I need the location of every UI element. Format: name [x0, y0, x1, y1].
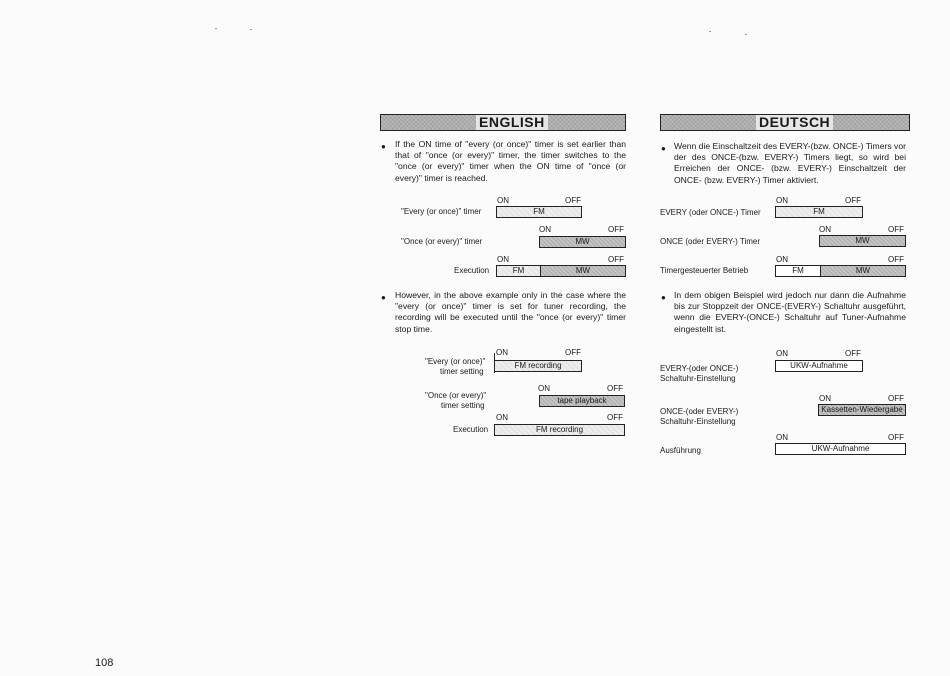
off-label: OFF	[845, 196, 861, 205]
row-label-every-setting: "Every (or once)"	[425, 357, 486, 366]
on-label: ON	[776, 433, 788, 442]
row-label-execution: Execution	[453, 425, 489, 434]
row-label-execution: Ausführung	[660, 446, 701, 455]
once-timer-bar	[539, 236, 626, 248]
bullet-icon: ●	[381, 142, 386, 151]
on-label: ON	[776, 349, 788, 358]
bullet-icon: ●	[661, 144, 666, 153]
off-label: OFF	[888, 433, 904, 442]
every-timer-bar	[496, 206, 582, 218]
row-label-every-setting-sub: Schaltuhr-Einstellung	[660, 374, 736, 383]
off-label: OFF	[607, 384, 623, 393]
mw-segment-label: MW	[855, 236, 870, 245]
on-label: ON	[776, 255, 788, 264]
mw-segment-label: MW	[575, 237, 590, 246]
row-label-timer-operation: Timergesteuerter Betrieb	[660, 266, 749, 275]
row-label-once-setting: ONCE-(oder EVERY-)	[660, 407, 739, 416]
off-label: OFF	[565, 196, 581, 205]
english-paragraph-2: However, in the above example only in the case where the "every (or once)" timer is set for tuner recording, the recording will be executed until the "once (or every)" timer stop time.	[395, 290, 626, 334]
bullet-icon: ●	[661, 293, 666, 302]
on-label: ON	[538, 384, 550, 393]
fm-recording-bar	[494, 360, 582, 372]
fm-segment-label: FM	[533, 207, 545, 216]
scan-speck	[709, 31, 711, 32]
english-heading-bar	[380, 114, 626, 131]
row-label-every-timer: EVERY (oder ONCE-) Timer	[660, 208, 761, 217]
off-label: OFF	[888, 394, 904, 403]
scan-speck	[745, 34, 747, 35]
row-label-once-timer: "Once (or every)" timer	[401, 237, 483, 246]
scan-speck	[215, 28, 217, 29]
fm-segment-label: FM	[813, 207, 825, 216]
on-label: ON	[497, 255, 509, 264]
off-label: OFF	[888, 225, 904, 234]
row-label-every-setting-sub: timer setting	[440, 367, 484, 376]
row-label-once-setting-sub: timer setting	[441, 401, 485, 410]
tape-playback-label: tape playback	[557, 396, 607, 405]
deutsch-paragraph-2: In dem obigen Beispiel wird jedoch nur dann die Aufnahme bis zur Stoppzeit der ONCE-(EVERY-) Schaltuhr ausgeführt, wenn die EVERY-(ONCE-) Schaltuhr auf Tuner-Aufnahme eingestellt ist.	[674, 290, 906, 334]
mw-segment-label: MW	[820, 266, 905, 276]
fm-segment-label: FM	[497, 266, 540, 276]
cassette-playback-label: Kassetten-Wiedergabe	[821, 405, 903, 414]
row-label-every-setting: EVERY-(oder ONCE-)	[660, 364, 739, 373]
deutsch-heading: DEUTSCH	[756, 115, 833, 130]
deutsch-heading-bar	[660, 114, 910, 131]
ukw-recording-label: UKW-Aufnahme	[811, 444, 870, 453]
off-label: OFF	[607, 413, 623, 422]
row-label-once-setting-sub: Schaltuhr-Einstellung	[660, 417, 736, 426]
execution-recording-bar	[494, 424, 625, 436]
deutsch-paragraph-1: Wenn die Einschaltzeit des EVERY-(bzw. ONCE-) Timers vor der des ONCE-(bzw. EVERY-) Timers liegt, so wird bei Erreichen der ONCE- (bzw. EVERY-) Einschaltzeit der ONCE- (bzw. EVERY-) Timer aktiviert.	[674, 141, 906, 185]
scan-speck	[250, 29, 252, 30]
fm-recording-label: FM recording	[514, 361, 562, 370]
once-timer-bar	[819, 235, 906, 247]
bullet-icon: ●	[381, 293, 386, 302]
on-label: ON	[497, 196, 509, 205]
page-number: 108	[95, 657, 114, 669]
row-label-execution: Execution	[454, 266, 490, 275]
row-label-once-timer: ONCE (oder EVERY-) Timer	[660, 237, 761, 246]
off-label: OFF	[608, 225, 624, 234]
mw-segment-label: MW	[540, 266, 625, 276]
every-timer-bar	[775, 206, 863, 218]
on-label: ON	[539, 225, 551, 234]
execution-bar	[496, 265, 626, 277]
execution-bar	[775, 265, 906, 277]
off-label: OFF	[565, 348, 581, 357]
on-label: ON	[819, 225, 831, 234]
off-label: OFF	[888, 255, 904, 264]
english-paragraph-1: If the ON time of "every (or once)" timer is set earlier than that of "once (or every)" timer, the timer switches to the "once (or every)" timer when the ON time of "once (or every)" timer is reached.	[395, 139, 626, 183]
row-label-every-timer: "Every (or once)" timer	[401, 207, 482, 216]
off-label: OFF	[845, 349, 861, 358]
on-label: ON	[496, 348, 508, 357]
fm-segment-label: FM	[792, 266, 804, 275]
on-label: ON	[776, 196, 788, 205]
tape-playback-bar	[539, 395, 625, 407]
ukw-recording-label: UKW-Aufnahme	[790, 361, 848, 370]
off-label: OFF	[608, 255, 624, 264]
fm-recording-label: FM recording	[535, 425, 584, 434]
cassette-playback-bar	[818, 404, 906, 416]
row-label-once-setting: "Once (or every)"	[425, 391, 487, 400]
ukw-recording-bar	[775, 360, 863, 372]
execution-ukw-bar	[775, 443, 906, 455]
english-heading: ENGLISH	[476, 115, 548, 130]
on-label: ON	[496, 413, 508, 422]
on-label: ON	[819, 394, 831, 403]
